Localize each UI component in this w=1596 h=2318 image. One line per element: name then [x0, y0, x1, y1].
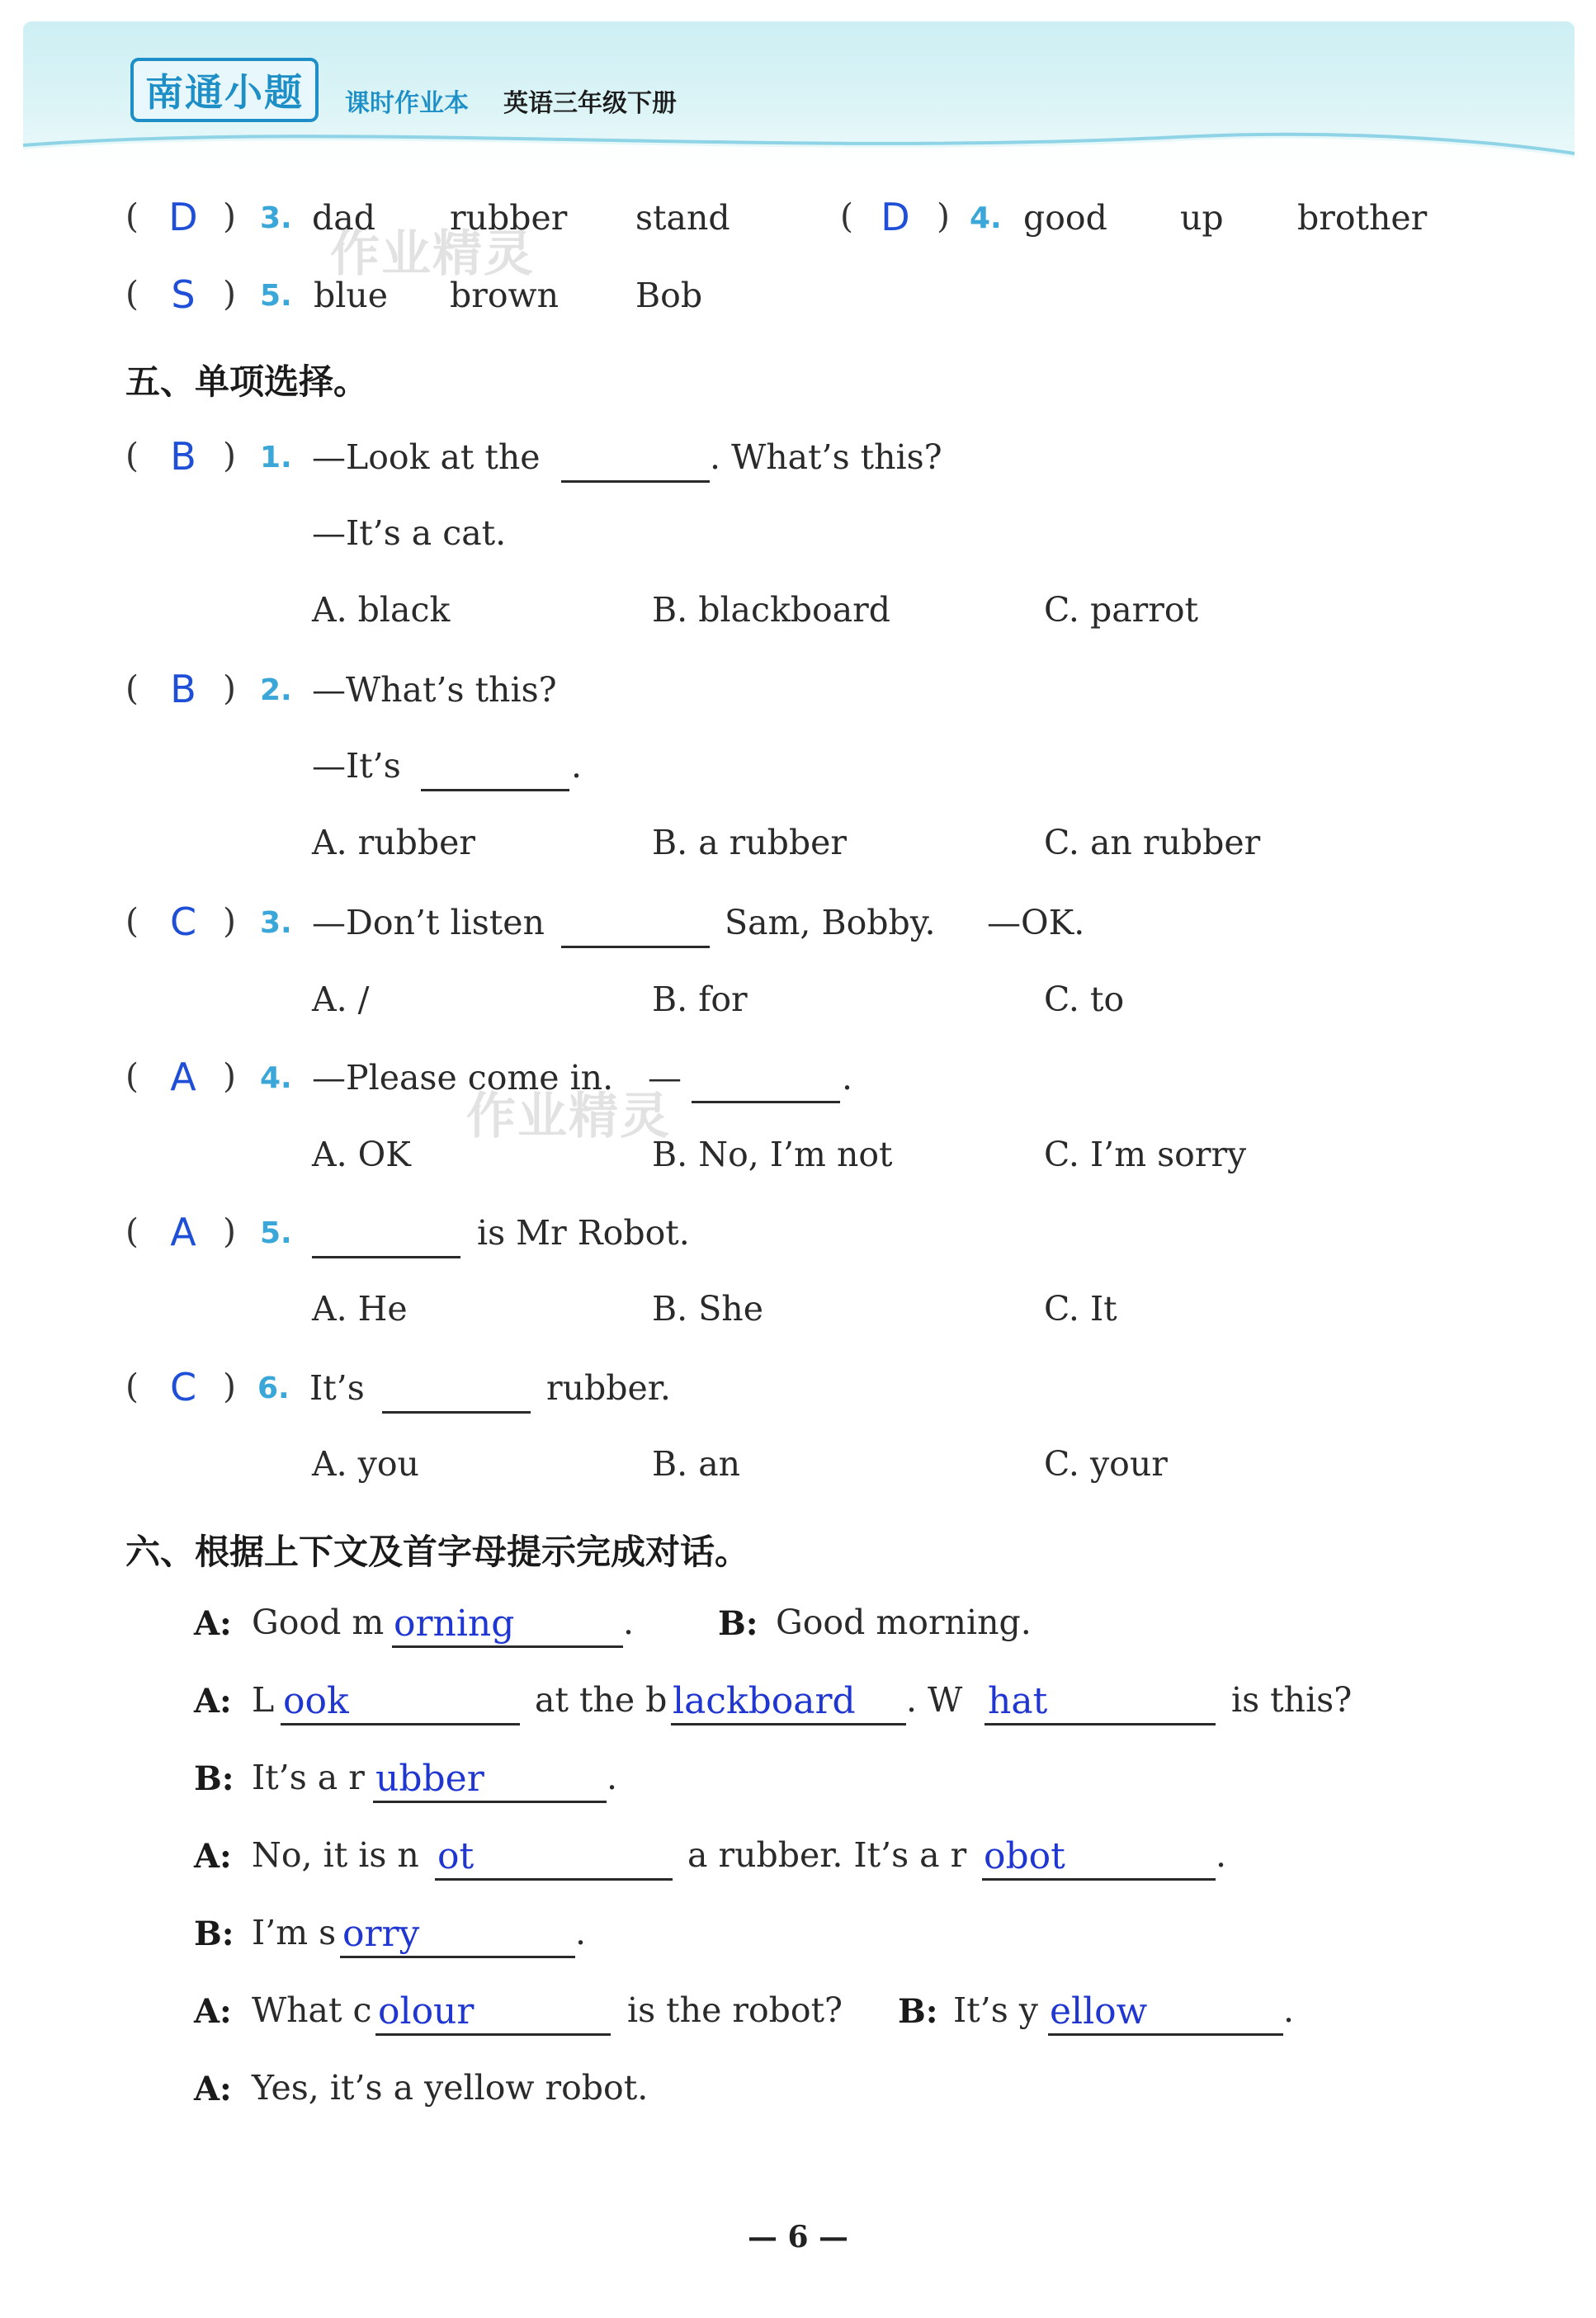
answer-value: D: [168, 195, 198, 239]
question-number: 3.: [260, 201, 292, 235]
option-word: good: [1023, 198, 1107, 238]
speaker-label: B:: [194, 1759, 234, 1798]
answer-value: B: [170, 667, 196, 711]
filled-answer: orry: [342, 1913, 420, 1955]
answer-blank: [375, 2033, 611, 2036]
option-b: B. for: [652, 980, 748, 1019]
option-c: C. an rubber: [1044, 823, 1261, 862]
option-word: brown: [450, 276, 560, 315]
filled-answer: ellow: [1050, 1990, 1148, 2032]
answer-blank: [421, 789, 569, 791]
answer-blank: [340, 1956, 575, 1958]
option-b: B. an: [652, 1444, 741, 1484]
section-title: 六、根据上下文及首字母提示完成对话。: [125, 1532, 750, 1572]
filled-answer: ook: [283, 1680, 349, 1722]
header-subtitle: 课时作业本: [345, 89, 469, 118]
watermark: 作业精灵: [330, 225, 535, 283]
question-number: 1.: [260, 441, 292, 474]
answer-blank: [373, 1801, 607, 1803]
answer-blank: [312, 1256, 460, 1258]
option-word: blue: [314, 276, 389, 315]
question-number: 5.: [260, 1216, 292, 1250]
option-b: B. a rubber: [652, 823, 848, 862]
question-text: —Look at the: [312, 437, 541, 477]
filled-answer: orning: [394, 1603, 515, 1645]
option-b: B. blackboard: [652, 590, 891, 630]
question-text: rubber.: [546, 1368, 671, 1408]
worksheet-page: 南通小题 课时作业本 英语三年级下册 作业精灵 作业精灵 ( D ) 3. dad rubber stand ( D ) 4. good up brother ( S ) 5. blue brown Bob 五、单项选择。 ( B ) 1. —Look at the . What’s this? —It’s a cat. A. black B. blackboard C. parrot ( B ) 2. —What’s this? —It’s . A. rubber B. a rubber C. an rubber ( C ) 3. —Don’t listen Sam, Bobby. —OK. A. / B. for C. to ( A ) 4. —Please come in. — . A. OK B. No, I’m not C. I’m sorry ( A ) 5. is Mr Robot. A. He B. She C. It ( C ) 6. It’s rubber. A. you B. an C. your 六、根据上下文及首字母提示完成对话。 A: Good m orning . B: Good morning. A: L ook at the b lackboard . W hat is this? B: It’s a r ubber . A: No, it is n ot a rubber. It’s a r obot . B: I’m s orry . A: What c olour is the robot? B: It’s y ellow . A: Yes, it’s a yellow robot. — 6 —: [0, 0, 1596, 2318]
question-text: —It’s: [312, 746, 401, 786]
option-a: A. /: [312, 980, 370, 1019]
answer-value: B: [170, 434, 196, 479]
option-c: C. to: [1044, 980, 1125, 1019]
answer-blank: [692, 1101, 840, 1103]
option-c: C. I’m sorry: [1044, 1135, 1247, 1174]
filled-answer: olour: [378, 1990, 475, 2032]
speaker-label: B:: [194, 1914, 234, 1953]
question-number: 5.: [260, 279, 292, 313]
filled-answer: lackboard: [673, 1680, 856, 1722]
option-word: up: [1180, 198, 1224, 238]
speaker-label: B:: [898, 1992, 938, 2031]
filled-answer: ubber: [375, 1758, 484, 1800]
answer-blank: [671, 1723, 906, 1726]
answer-blank: [982, 1878, 1216, 1881]
question-text: is Mr Robot.: [477, 1213, 690, 1253]
speaker-label: A:: [194, 2070, 232, 2108]
option-word: stand: [635, 198, 730, 238]
brand-name: 南通小题: [145, 70, 304, 115]
question-text: —OK.: [987, 903, 1085, 942]
section-title: 五、单项选择。: [125, 361, 369, 402]
speaker-label: A:: [194, 1837, 232, 1876]
option-a: A. rubber: [312, 823, 476, 862]
question-text: —It’s a cat.: [312, 513, 507, 553]
answer-value: A: [170, 1055, 196, 1099]
answer-value: D: [881, 195, 910, 239]
question-text: —Please come in.: [312, 1058, 614, 1098]
answer-blank: [382, 1411, 531, 1414]
question-number: 2.: [260, 673, 292, 707]
question-text: . What’s this?: [710, 437, 942, 477]
answer-blank: [435, 1878, 673, 1881]
speaker-label: A:: [194, 1604, 232, 1643]
option-b: B. No, I’m not: [652, 1135, 893, 1174]
filled-answer: ot: [437, 1835, 475, 1877]
question-number: 4.: [970, 201, 1002, 235]
answer-blank: [561, 946, 710, 948]
wave-decoration: [23, 116, 1575, 166]
option-b: B. She: [652, 1289, 763, 1329]
option-a: A. black: [312, 590, 451, 630]
option-word: rubber: [450, 198, 568, 238]
answer-blank: [1048, 2033, 1283, 2036]
speaker-label: B:: [718, 1604, 758, 1643]
answer-value: A: [170, 1210, 196, 1254]
question-number: 4.: [260, 1061, 292, 1095]
option-c: C. parrot: [1044, 590, 1199, 630]
page-number: — 6 —: [747, 2220, 849, 2254]
option-a: A. you: [312, 1444, 419, 1484]
question-text: It’s: [309, 1368, 365, 1408]
option-a: A. OK: [312, 1135, 411, 1174]
option-word: dad: [312, 198, 375, 238]
option-c: C. your: [1044, 1444, 1168, 1484]
filled-answer: hat: [988, 1680, 1048, 1722]
speaker-label: A:: [194, 1682, 232, 1721]
answer-value: C: [169, 1365, 197, 1409]
watermark: 作业精灵: [466, 1088, 671, 1145]
answer-blank: [281, 1723, 520, 1726]
header-subject: 英语三年级下册: [503, 89, 677, 118]
brand-logo: [130, 58, 319, 122]
question-text: —Don’t listen: [312, 903, 545, 942]
option-c: C. It: [1044, 1289, 1117, 1329]
speaker-label: A:: [194, 1992, 232, 2031]
answer-blank: [392, 1645, 623, 1648]
answer-blank: [985, 1723, 1216, 1726]
question-text: Sam, Bobby.: [725, 903, 936, 942]
question-number: 6.: [257, 1371, 290, 1405]
answer-blank: [561, 480, 710, 483]
answer-value: C: [169, 899, 197, 944]
question-number: 3.: [260, 906, 292, 940]
filled-answer: obot: [984, 1835, 1065, 1877]
option-a: A. He: [312, 1289, 408, 1329]
question-text: —What’s this?: [312, 670, 557, 710]
option-word: Bob: [635, 276, 703, 315]
option-word: brother: [1297, 198, 1428, 238]
answer-value: S: [171, 272, 196, 317]
